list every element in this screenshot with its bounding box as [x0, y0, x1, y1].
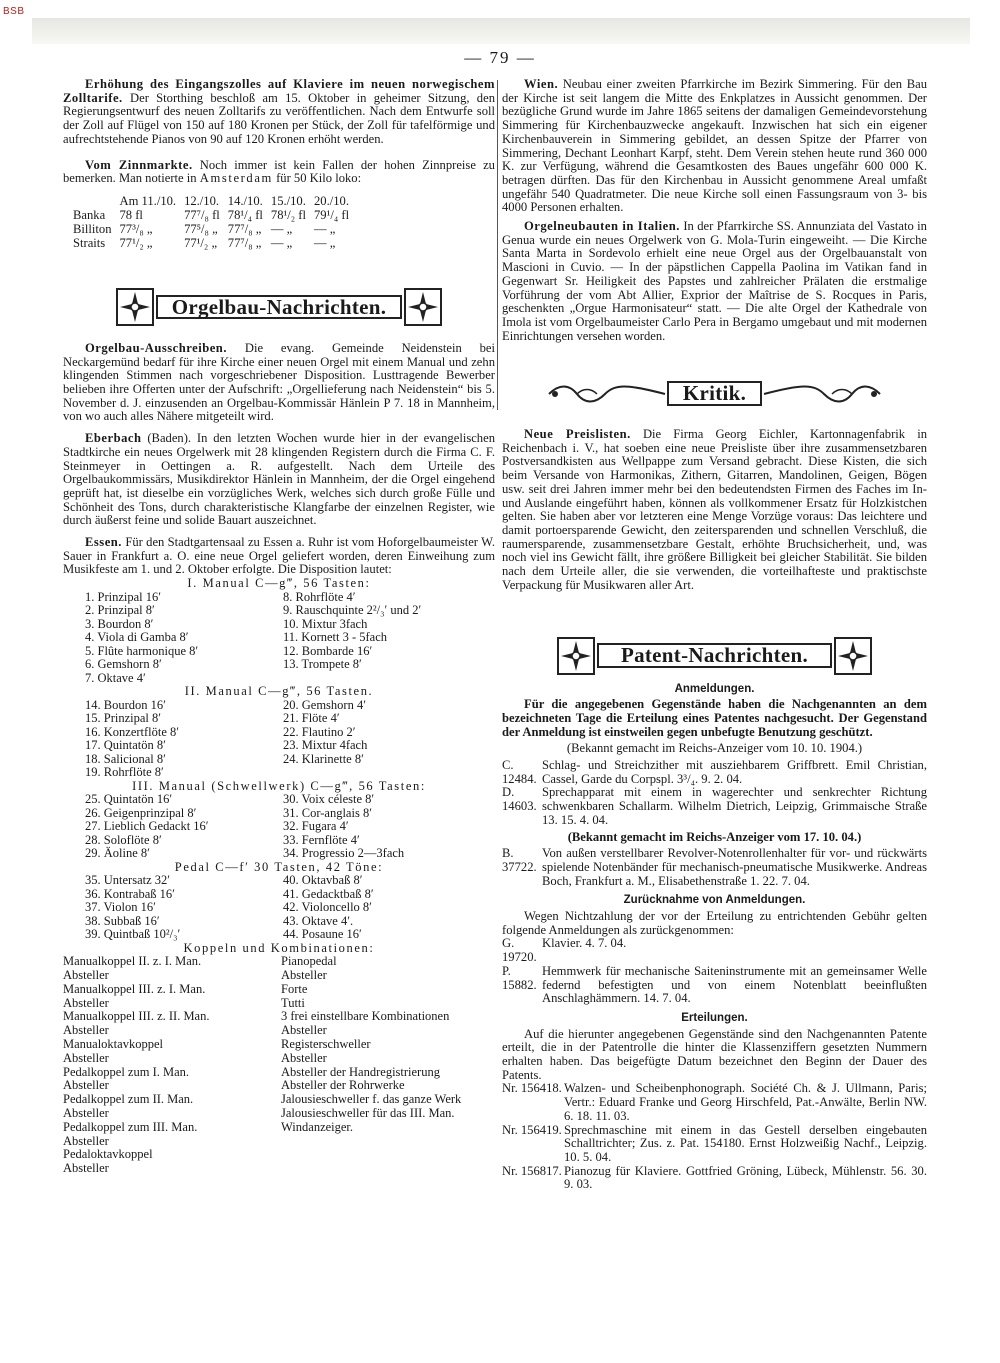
- ornament-right-icon: [402, 286, 444, 328]
- register-item: 13. Trompete 8′: [283, 657, 362, 672]
- register-row: [63, 699, 495, 713]
- register-row: [63, 888, 495, 902]
- register-item: 35. Untersatz 32′: [85, 873, 171, 888]
- article-essen: Essen. Für den Stadtgartensaal zu Essen a. Ruhr ist vom Hoforgelbaumeister W. Sauer in Frankfurt a. O. eine neue Orgel geliefert worden, deren Einweihung zum Musikfeste am 1. und 2. Oktober erfolgte. Die Disposition lautet:: [63, 535, 496, 577]
- ornament-left-icon: [114, 286, 156, 328]
- koppel-item: Jalousieschweller f. das ganze Werk: [281, 1092, 462, 1107]
- patent-description: Sprechapparat mit einem in wagerechter und senkrechter Richtung schwenkbaren Schallarm. Wilhelm Dietrich, Leipzig, Grimmaische Straße 13. 15. 4. 04.: [542, 785, 927, 827]
- koppel-item: Pianopedal: [281, 954, 337, 969]
- register-item: 6. Gemshorn 8′: [85, 657, 162, 672]
- koppel-item: Absteller der Rohrwerke: [281, 1078, 405, 1093]
- price-cell: 77⁵/₈ „: [184, 221, 218, 236]
- price-cell: 77¹/₂ „: [119, 235, 153, 250]
- koppel-item: Absteller: [63, 1050, 109, 1065]
- price-cell: 78¹/₄ fl: [227, 207, 263, 222]
- koppel-item: Absteller: [63, 1161, 109, 1176]
- register-item: 27. Lieblich Gedackt 16′: [85, 819, 209, 834]
- patent-entry: [502, 759, 927, 786]
- anmeldungen-list-2: [502, 847, 927, 888]
- register-row: [63, 604, 495, 618]
- register-row: [63, 915, 495, 929]
- register-item: 12. Bombarde 16′: [283, 643, 373, 658]
- patent-number: Nr. 156418.: [502, 1081, 562, 1096]
- koppel-item: Manualkoppel II. z. I. Man.: [63, 954, 202, 969]
- price-cell: 78 fl: [119, 207, 143, 222]
- register-row: [63, 874, 495, 888]
- register-row: [63, 928, 495, 942]
- price-header-cell: 12./10.: [184, 193, 220, 208]
- register-row: [63, 847, 495, 861]
- organ-disposition: [63, 577, 495, 955]
- koppel-item: Absteller: [281, 967, 327, 982]
- patent-entry: [502, 1165, 927, 1192]
- koppel-item: Manualoktavkoppel: [63, 1036, 163, 1051]
- register-item: 30. Voix céleste 8′: [283, 792, 375, 807]
- register-item: 19. Rohrflöte 8′: [85, 765, 164, 780]
- pedal-heading: Pedal C—f′ 30 Tasten, 42 Töne:: [174, 859, 384, 874]
- register-item: 29. Äoline 8′: [85, 846, 150, 861]
- notice-2: (Bekannt gemacht im Reichs-Anzeiger vom 17. 10. 04.): [567, 829, 862, 844]
- patent-number: P. 15882.: [502, 963, 537, 992]
- section-heading-kritik: [502, 381, 927, 406]
- register-item: 23. Mixtur 4fach: [283, 738, 368, 753]
- patent-number: B. 37722.: [502, 846, 537, 874]
- price-cell: 77⁷/₈ fl: [184, 207, 220, 222]
- koppel-item: Pedalkoppel zum I. Man.: [63, 1064, 190, 1079]
- koppel-item: Registerschweller: [281, 1036, 371, 1051]
- register-row: [63, 807, 495, 821]
- koppel-item: Pedalkoppel zum II. Man.: [63, 1092, 194, 1107]
- patent-entry: [502, 786, 927, 827]
- register-item: 43. Oktave 4′.: [283, 913, 354, 928]
- section-title: Orgelbau-Nachrichten.: [156, 295, 403, 320]
- register-item: 16. Konzertflöte 8′: [85, 724, 180, 739]
- koppeln-left: [63, 955, 281, 1176]
- erteilungen-heading: Erteilungen.: [681, 1011, 748, 1024]
- price-row: [69, 222, 353, 236]
- zuruecknahme-intro: Wegen Nichtzahlung der vor der Erteilung zu entrichtenden Gebühr gelten folgende Anmeldungen als zurückgenommen:: [502, 909, 927, 937]
- register-item: 5. Flûte harmonique 8′: [85, 643, 199, 658]
- register-item: 42. Violoncello 8′: [283, 900, 372, 915]
- patent-description: Hemmwerk für mechanische Saiteninstrumente mit an gemeinsamer Welle federnd befestigten und von einem Notenblatt beeinflußten Anschlaghämmern. 14. 7. 04.: [542, 963, 927, 1006]
- register-item: 4. Viola di Gamba 8′: [85, 630, 189, 645]
- koppel-item: Forte: [281, 981, 308, 996]
- price-cell: 77⁷/₈ „: [227, 221, 262, 236]
- price-header-row: [69, 194, 353, 208]
- register-item: 36. Kontrabaß 16′: [85, 886, 175, 901]
- patent-number: D. 14603.: [502, 785, 537, 814]
- koppel-item: Pedaloktavkoppel: [63, 1147, 153, 1162]
- register-item: 39. Quintbaß 10²/₃′: [85, 927, 181, 942]
- anmeldungen-intro: Für die angegebenen Gegenstände haben die Nachgenannten an dem bezeichneten Tage die Erteilung eines Patentes nachgesucht. Der Gegenstand der Anmeldung ist einstweilen gegen unbefugte Benutzung geschützt.: [502, 697, 927, 739]
- price-cell: Billiton: [73, 221, 112, 236]
- koppel-item: Absteller: [63, 995, 109, 1010]
- register-item: 38. Subbaß 16′: [85, 913, 160, 928]
- register-item: 25. Quintatön 16′: [85, 792, 173, 807]
- patent-description: Pianozug für Klaviere. Gottfried Gröning, Lübeck, Mühlenstr. 56. 30. 9. 03.: [564, 1163, 927, 1192]
- manual-2-heading: II. Manual C—g‴, 56 Tasten.: [184, 684, 374, 699]
- register-item: 33. Fernflöte 4′: [283, 832, 360, 847]
- register-item: 22. Flautino 2′: [283, 724, 356, 739]
- patent-description: Walzen- und Scheibenphonograph. Société Ch. & J. Ullmann, Paris; Vertr.: Eduard Franke und Georg Hirschfeld, Pat.-Anwälte, Berlin NW. 6. 18. 11. 03.: [564, 1081, 927, 1123]
- koppel-item: Absteller: [63, 967, 109, 982]
- register-item: 18. Salicional 8′: [85, 751, 166, 766]
- koppel-item: Absteller: [63, 1105, 109, 1120]
- patent-number: Nr. 156419.: [502, 1122, 562, 1137]
- manual-1-heading: I. Manual C—g‴, 56 Tasten:: [187, 576, 371, 591]
- register-item: 8. Rohrflöte 4′: [283, 589, 356, 604]
- koppel-item: Absteller: [63, 1133, 109, 1148]
- manual-1-list: [63, 591, 495, 686]
- koppel-item: Manualkoppel III. z. II. Man.: [63, 1009, 210, 1024]
- register-row: [63, 739, 495, 753]
- anmeldungen-list-1: [502, 759, 927, 828]
- register-item: 9. Rauschquinte 2²/₃′ und 2′: [283, 603, 422, 618]
- patent-description: Von außen verstellbarer Revolver-Notenrollenhalter für vor- und rückwärts spielende Notenbänder für mechanisch-pneumatische Musikwerke. Andreas Boch, Frankfurt a. M., Elisabethenstraße 1. 22. 7. 04.: [542, 846, 927, 888]
- price-header-cell: 20./10.: [314, 193, 349, 208]
- scroll-ornament-right-icon: [762, 382, 882, 406]
- patent-description: Klavier. 4. 7. 04.: [542, 936, 627, 951]
- tin-price-table: [69, 194, 353, 250]
- patent-description: Schlag- und Streichzither mit ausziehbarem Griffbrett. Emil Christian, Cassel, Garde du Corpspl. 3³/₄. 9. 2. 04.: [542, 758, 927, 786]
- register-item: 37. Violon 16′: [85, 900, 156, 915]
- patent-number: C. 12484.: [502, 758, 537, 786]
- register-row: [63, 753, 495, 767]
- patent-number: G. 19720.: [502, 936, 537, 965]
- price-cell: Banka: [73, 207, 106, 222]
- price-cell: — „: [314, 221, 336, 236]
- register-row: [63, 672, 495, 686]
- price-cell: — „: [314, 235, 336, 250]
- register-item: 31. Cor-anglais 8′: [283, 805, 372, 820]
- register-item: 28. Soloflöte 8′: [85, 832, 162, 847]
- patent-entry: [502, 965, 927, 1006]
- price-cell: 77¹/₂ „: [184, 235, 218, 250]
- price-row: [69, 208, 353, 222]
- zuruecknahme-list: [502, 937, 927, 1006]
- article-zoll: Erhöhung des Eingangszolles auf Klaviere im neuen norwegischem Zolltarife. Der Storthing beschloß am 15. Oktober in geheimer Sitzung, den Regierungsentwurf des neuen Zolltarifs zu veröffentlichen. Nach dem Entwurfe soll der Zoll auf Flügel von 150 auf 180 Kronen per Stück, der Zoll für tafelförmige und aufrechtstehende Pianos von 90 auf 120 Kronen erhöht werden.: [63, 77, 495, 146]
- section-heading-patent: [502, 635, 927, 677]
- register-row: [63, 712, 495, 726]
- register-item: 11. Kornett 3 - 5fach: [283, 630, 388, 645]
- register-item: 34. Progressio 2—3fach: [283, 846, 405, 861]
- register-row: [63, 631, 495, 645]
- koppel-item: Jalousieschweller für das III. Man.: [281, 1105, 455, 1120]
- section-heading-orgelbau: [63, 286, 495, 328]
- koppel-item: Absteller: [281, 1023, 327, 1038]
- patent-number: Nr. 156817.: [502, 1163, 562, 1178]
- section-title: Patent-Nachrichten.: [597, 643, 832, 668]
- register-item: 44. Posaune 16′: [283, 927, 362, 942]
- article-eberbach: Eberbach (Baden). In den letzten Wochen wurde hier in der evangelischen Stadtkirche ein neues Orgelwerk mit 28 klingenden Registern durch die Firma C. F. Steinmeyer in Oettingen a. R. aufgestellt. Nach dem Urteile des Orgelbaukommissärs, Musikdirektor Hänlein in Mannheim, der die Orgel eingehend geprüft hat, ist dieselbe ein vorzügliches Werk, welches sich durch große Fülle und Schönheit des Tons, durch charakteristische Klangfarbe der einzelnen Register, wie durch äußerst feine und solide Bauart auszeichnet.: [63, 431, 495, 528]
- patent-description: Sprechmaschine mit einem in das Gestell derselben eingebauten Schalltrichter; Zus. z. Pat. 154180. Ernst Holzweißig Nachf., Leipzig. 10. 5. 04.: [564, 1122, 927, 1164]
- price-cell: — „: [270, 221, 293, 236]
- zuruecknahme-heading: Zurücknahme von Anmeldungen.: [623, 894, 806, 907]
- register-item: 2. Prinzipal 8′: [85, 603, 155, 618]
- koppel-item: Windanzeiger.: [281, 1119, 354, 1134]
- patent-entry: [502, 1082, 927, 1123]
- register-item: 7. Oktave 4′: [85, 670, 146, 685]
- library-watermark: BSB: [3, 6, 25, 17]
- price-cell: 77³/₈ „: [119, 221, 153, 236]
- koppel-item: Absteller: [63, 1023, 109, 1038]
- register-item: 10. Mixtur 3fach: [283, 616, 368, 631]
- register-item: [283, 766, 495, 780]
- article-italien: Orgelneubauten in Italien. In der Pfarrkirche SS. Annunziata del Vastato in Genua wurde ein neues Orgelwerk von G. Mola-Turin eingeweiht. — Die Kirche Santa Marta in Sordevolo erhielt eine neue Orgel aus der Orgelbauanstalt von Mascioni in Cuvio. — In der päpstlichen Cappella Paolina im Vatikan fand in Gegenwart Sr. Heiligkeit des Papstes und zahlreicher Prälaten die erstmalige Vorführung der vom Abt Allier, Exprior der Maîtrise de S. Rocques in Paris, geschenkten „Orgue Harmonisateur“ statt. — Die alte Orgel der Kathedrale von Imola ist vom Orgelbaumeister Carlo Pera in Bergamo umgebaut und mit modernen Einrichtungen versehen worden.: [502, 219, 927, 343]
- price-row: [69, 236, 353, 250]
- erteilungen-list: [502, 1082, 927, 1192]
- patent-entry: [502, 847, 927, 888]
- koppel-item: Absteller: [63, 1078, 109, 1093]
- scroll-ornament-left-icon: [547, 382, 667, 406]
- price-cell: 78¹/₂ fl: [270, 207, 306, 222]
- manual-3-list: [63, 793, 495, 861]
- koppel-item: Absteller der Handregistrierung: [281, 1064, 440, 1079]
- price-cell: 77⁷/₈ „: [227, 235, 262, 250]
- register-item: 1. Prinzipal 16′: [85, 589, 161, 604]
- register-item: 24. Klarinette 8′: [283, 751, 364, 766]
- register-item: 41. Gedacktbaß 8′: [283, 886, 374, 901]
- register-item: [283, 672, 495, 686]
- register-row: [63, 901, 495, 915]
- koppeln-heading: Koppeln und Kombinationen:: [183, 940, 375, 955]
- section-title: Kritik.: [667, 381, 762, 406]
- register-item: 20. Gemshorn 4′: [283, 697, 366, 712]
- price-header-cell: [69, 194, 116, 208]
- register-row: [63, 591, 495, 605]
- erteilungen-intro: Auf die hierunter angegebenen Gegenstände sind den Nachgenannten Patente erteilt, die in der Patentrolle die hinter die Klassenziffern gesetzten Nummern erhalten haben. Das beigefügte Datum bezeichnet den Beginn der Dauer des Patents.: [502, 1026, 927, 1082]
- manual-2-list: [63, 699, 495, 780]
- ornament-right-icon: [832, 635, 874, 677]
- price-cell: Straits: [73, 235, 106, 250]
- left-column: [63, 78, 495, 1176]
- manual-3-heading: III. Manual (Schwellwerk) C—g‴, 56 Tasten:: [132, 778, 426, 793]
- price-header-cell: 15./10.: [270, 193, 306, 208]
- register-row: [63, 618, 495, 632]
- price-cell: 79¹/₄ fl: [314, 207, 350, 222]
- register-row: [63, 834, 495, 848]
- register-item: 21. Flöte 4′: [283, 711, 340, 726]
- register-row: [63, 766, 495, 780]
- register-item: 40. Oktavbaß 8′: [283, 873, 363, 888]
- price-cell: — „: [270, 235, 293, 250]
- notice-1: (Bekannt gemacht im Reichs-Anzeiger vom 10. 10. 1904.): [566, 741, 863, 756]
- koppeln-right: [281, 955, 495, 1176]
- register-row: [63, 726, 495, 740]
- register-item: 15. Prinzipal 8′: [85, 711, 161, 726]
- patent-entry: [502, 1124, 927, 1165]
- register-item: 14. Bourdon 16′: [85, 697, 166, 712]
- koppel-item: Tutti: [281, 995, 305, 1010]
- koppeln-list: [63, 955, 495, 1176]
- right-column: [502, 78, 927, 1192]
- article-zinnmarkt: Vom Zinnmarkte. Noch immer ist kein Fallen der hohen Zinnpreise zu bemerken. Man notierte in Amsterdam für 50 Kilo loko:: [63, 157, 495, 186]
- anmeldungen-heading: Anmeldungen.: [674, 682, 755, 695]
- column-divider: [497, 80, 498, 410]
- register-item: 26. Geigenprinzipal 8′: [85, 805, 197, 820]
- article-preislisten: Neue Preislisten. Die Firma Georg Eichler, Kartonnagenfabrik in Reichenbach i. V., hat soeben eine neue Preisliste über ihre zusammensetzbaren Postversandkisten aus Wellpappe zum Versand gebracht. Diese Kisten, die sich beim Versande von Harmonikas, Zithern, Gitarren, Mandolinen, Geigen, Bögen usw. seit drei Jahren immer mehr bei den bedeutendsten Firmen des Faches im In- und Auslande eingeführt haben, können als vollkommener Ersatz für Holzkistchen gelten. Sie haben aber vor letzteren eine Menge Vorzüge voraus: Das leichtere und damit portoersparende Gewicht, den zeitersparenden und schnellen Verschluß, die raumersparende, zusammensetzbare Gestalt, erhöhte Bruchsicherheit, und, was noch viel ins Gewicht fällt, ihre größere Billigkeit bei gleicher Stabilität. Sie bilden nach dem Urteile aller, die sie verwenden, die vorteilhafteste und praktischste Verpackung für Musikwaren aller Art.: [502, 427, 928, 592]
- koppel-item: 3 frei einstellbare Kombinationen: [281, 1009, 450, 1024]
- register-row: [63, 658, 495, 672]
- register-row: [63, 793, 495, 807]
- scan-edge: [32, 18, 970, 44]
- price-header-cell: Am 11./10.: [119, 193, 177, 208]
- koppel-item: Pedalkoppel zum III. Man.: [63, 1119, 198, 1134]
- koppel-item: Absteller: [281, 1050, 327, 1065]
- page-number: — 79 —: [464, 48, 536, 67]
- register-row: [63, 645, 495, 659]
- register-row: [63, 820, 495, 834]
- patent-entry: [502, 937, 927, 964]
- register-item: 32. Fugara 4′: [283, 819, 349, 834]
- price-header-cell: 14./10.: [227, 193, 263, 208]
- register-item: 3. Bourdon 8′: [85, 616, 154, 631]
- koppel-item: Manualkoppel III. z. I. Man.: [63, 981, 206, 996]
- register-item: 17. Quintatön 8′: [85, 738, 166, 753]
- pedal-list: [63, 874, 495, 942]
- ornament-left-icon: [555, 635, 597, 677]
- article-wien: Wien. Neubau einer zweiten Pfarrkirche im Bezirk Simmering. Für den Bau der Kirche ist seit langem die Mitte des Enkplatzes in Aussicht genommen. Der bezügliche Grund wurde im Jahre 1865 seitens der damaligen Gemeindevorstehung Simmering für Kirchenbauzwecke angekauft. Inzwischen hat sich ein eigener Kirchenbauverein in Simmering gebildet, an dessen Spitze der Pfarrer von Simmering, Dechant Leonhart Karpf, steht. Dem Verein stehen heute rund 360 000 K. zur Verfügung, während die Gesamtkosten des Baues ungefähr 600 000 K. betragen dürften. Das für den Kirchenbau in Aussicht genommene Areal umfaßt ungefähr 540 Quadratmeter. Die neue Kirche soll einen Fassungsraum von 3- bis 4000 Personen erhalten.: [502, 77, 927, 215]
- article-ausschreiben: Orgelbau-Ausschreiben. Die evang. Gemeinde Neidenstein bei Neckargemünd bedarf für ihre Kirche einer neuen Orgel mit einem Manual und zehn klingenden Stimmen nach vorgeschriebener Disposition. Lusttragende Bewerber belieben ihre Offerten unter der Aufschrift: „Orgellieferung nach Neidenstein“ bis 5. November d. J. einzusenden an Orgelbau-Kommissär Hänlein P 7. 18 in Mannheim, von wo auch alles Nähere mitgeteilt wird.: [63, 340, 495, 424]
